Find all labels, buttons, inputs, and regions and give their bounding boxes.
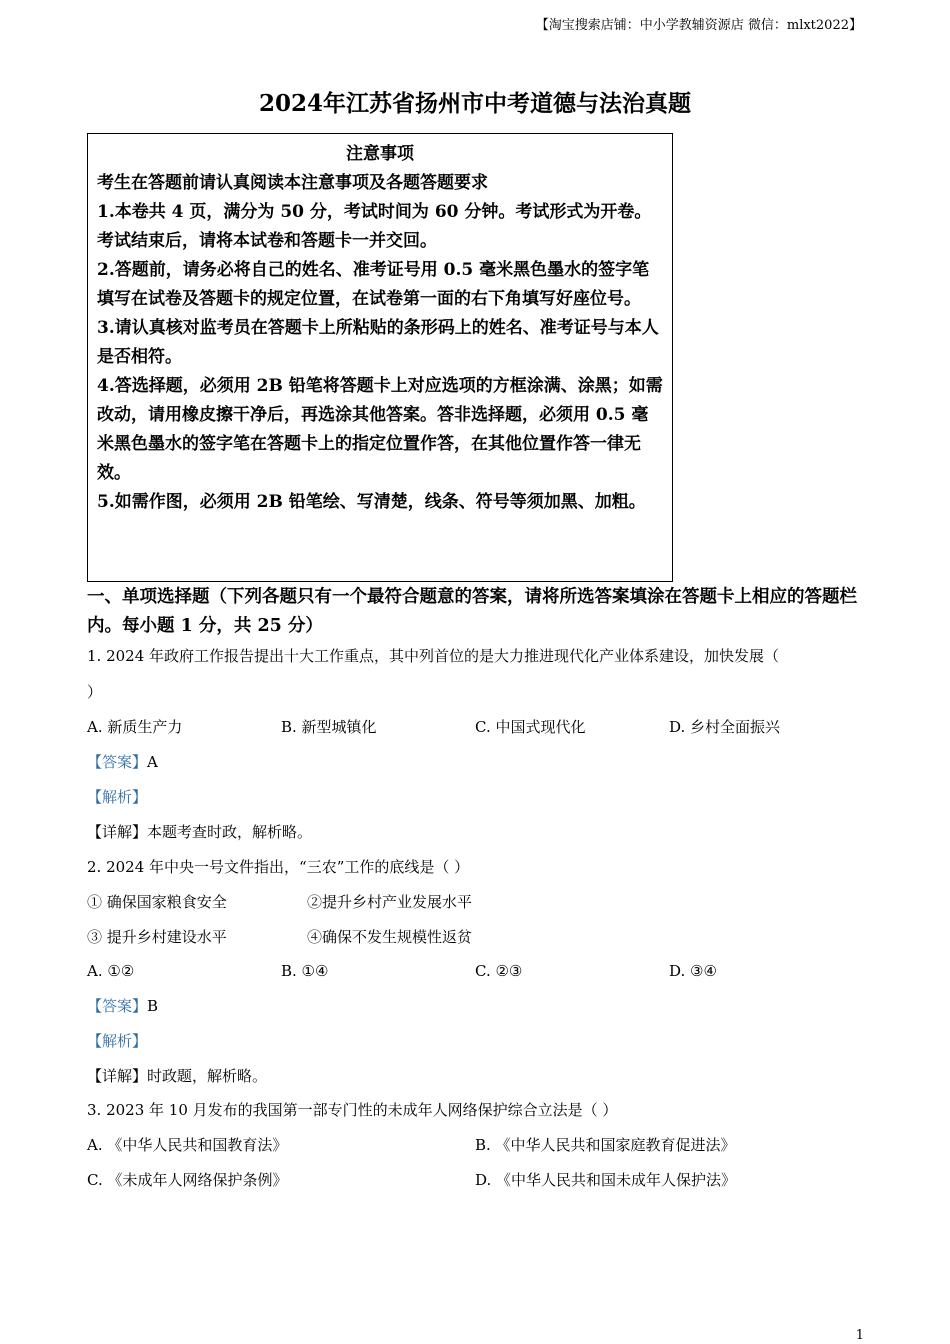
question-1-answer <box>87 751 158 773</box>
notice-line: 1.本卷共 4 页，满分为 50 分，考试时间为 60 分钟。考试形式为开卷。考试结束后，请将本试卷和答题卡一并交回。 <box>97 202 652 251</box>
question-3-option-b: B. 《中华人民共和国家庭教育促进法》 <box>475 1136 736 1154</box>
detail-label: 【详解】 <box>87 1067 148 1085</box>
answer-label: 【答案】 <box>87 997 148 1015</box>
notice-box <box>87 133 673 582</box>
detail-label: 【详解】 <box>87 823 148 841</box>
page-title: 2024年江苏省扬州市中考道德与法治真题 <box>258 90 691 117</box>
question-1-analysis-label: 【解析】 <box>87 788 148 806</box>
question-1-option-d: D. 乡村全面振兴 <box>669 718 781 736</box>
question-2-option-c: C. ②③ <box>475 962 523 980</box>
question-2-stem: 2. 2024 年中央一号文件指出，“三农”工作的底线是（ ） <box>87 858 470 876</box>
question-1-option-b: B. 新型城镇化 <box>281 718 377 736</box>
notice-line: 3.请认真核对监考员在答题卡上所粘贴的条形码上的姓名、准考证号与本人是否相符。 <box>97 318 659 367</box>
question-2-item-2: ②提升乡村产业发展水平 <box>307 893 473 911</box>
notice-line: 4.答选择题，必须用 2B 铅笔将答题卡上对应选项的方框涂满、涂黑；如需改动，请用橡皮擦干净后，再选涂其他答案。答非选择题，必须用 0.5 毫米黑色墨水的签字笔在答题卡上的指定位置作答，在其他位置作答一律无效。 <box>97 376 663 483</box>
question-2-answer <box>87 995 158 1017</box>
question-1-stem: 1. 2024 年政府工作报告提出十大工作重点，其中列首位的是大力推进现代化产业体系建设，加快发展（ <box>87 647 780 665</box>
question-1-stem-end: ） <box>87 683 103 701</box>
answer-value: A <box>147 753 158 771</box>
question-2-analysis-label: 【解析】 <box>87 1032 148 1050</box>
answer-value: B <box>147 997 159 1015</box>
question-2-option-a: A. ①② <box>87 962 135 980</box>
question-2-item-4: ④确保不发生规模性返贫 <box>307 928 473 946</box>
question-3-option-d: D. 《中华人民共和国未成年人保护法》 <box>475 1171 737 1189</box>
question-3-option-a: A. 《中华人民共和国教育法》 <box>87 1136 288 1154</box>
notice-line: 2.答题前，请务必将自己的姓名、准考证号用 0.5 毫米黑色墨水的签字笔填写在试卷及答题卡的规定位置，在试卷第一面的右下角填写好座位号。 <box>97 260 650 309</box>
header-note: 【淘宝搜索店铺：中小学教辅资源店 微信：mlxt2022】 <box>535 18 862 33</box>
question-3-stem: 3. 2023 年 10 月发布的我国第一部专门性的未成年人网络保护综合立法是（ ） <box>87 1101 618 1119</box>
question-3-option-c: C. 《未成年人网络保护条例》 <box>87 1171 288 1189</box>
notice-heading: 注意事项 <box>346 144 414 164</box>
question-1-detail <box>87 821 312 843</box>
page-number: 1 <box>855 1328 864 1343</box>
question-2-item-1: ① 确保国家粮食安全 <box>87 893 227 911</box>
notice-line: 考生在答题前请认真阅读本注意事项及各题答题要求 <box>97 173 488 193</box>
answer-label: 【答案】 <box>87 753 148 771</box>
question-1-option-a: A. 新质生产力 <box>87 718 183 736</box>
section-heading: 一、单项选择题（下列各题只有一个最符合题意的答案，请将所选答案填涂在答题卡上相应的答题栏内。每小题 1 分，共 25 分） <box>87 587 857 636</box>
question-1-option-c: C. 中国式现代化 <box>475 718 586 736</box>
detail-text: 本题考查时政，解析略。 <box>147 823 313 841</box>
detail-text: 时政题，解析略。 <box>147 1067 268 1085</box>
question-2-option-d: D. ③④ <box>669 962 717 980</box>
question-2-option-b: B. ①④ <box>281 962 329 980</box>
question-2-detail <box>87 1065 267 1087</box>
notice-line: 5.如需作图，必须用 2B 铅笔绘、写清楚，线条、符号等须加黑、加粗。 <box>97 492 646 512</box>
question-2-item-3: ③ 提升乡村建设水平 <box>87 928 227 946</box>
